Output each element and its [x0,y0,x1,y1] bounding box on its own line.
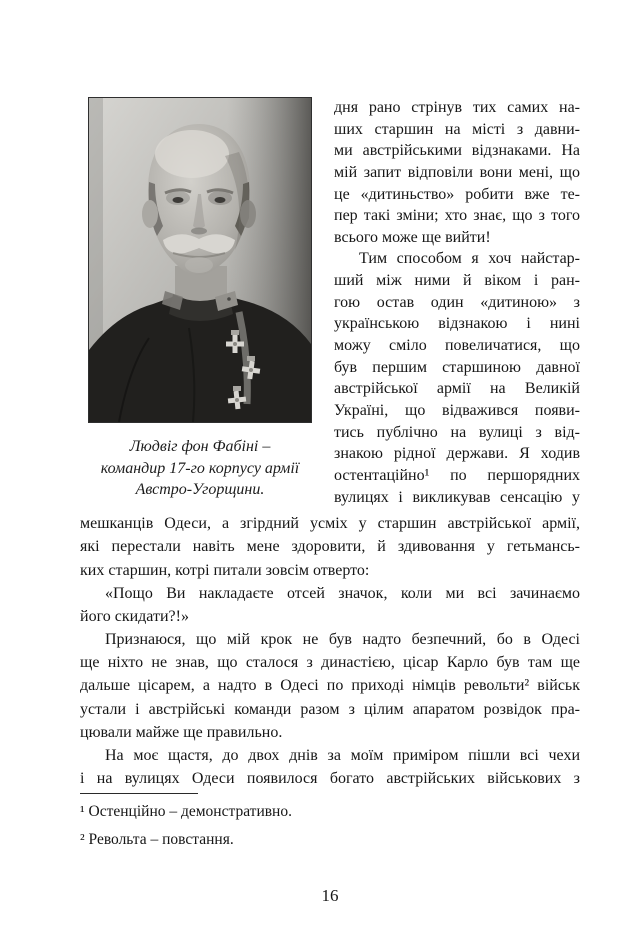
text-line: всього може ще вийти! [334,228,491,246]
portrait-photo-graphic [89,98,311,422]
text-line: «Пощо Ви накладаєте отсей значок, коли ми всі зачинаємо [105,584,580,602]
text-line: На моє щастя, до двох днів за моїм приміром пішли всі чехи [105,747,580,765]
page-number: 16 [321,886,339,905]
footnote-divider [80,793,198,794]
text-line: дальше цісарем, а надто в Одесі по приході німців револьти² військ [80,677,580,695]
text-line: це «дитиньство» робити вже те- [334,185,580,203]
text-line: ¹ Остенційно – демонстративно. [80,803,292,821]
text-line: вулицях і викликував сенсацію у [334,488,580,506]
text-line: знакою рідної держави. Я ходив [334,445,580,463]
text-line: Признаюся, що мій крок не був надто безпечний, бо в Одесі [105,631,580,649]
photo-caption [88,436,312,501]
text-line: Австро-Угорщини. [135,481,265,498]
text-line: мій запит відповіли вони мені, що [334,163,580,181]
text-line: українською відзнакою і нині [334,315,580,333]
text-line: гою остав один «дитиною» з [334,293,580,311]
text-line: Людвіг фон Фабіні – [129,438,271,455]
text-line: цювали майже ще правильно. [80,723,283,741]
text-line: і на вулицях Одеси появилося богато австрійських військових з [80,770,580,788]
text-line: остентаційно¹ по першорядних [334,466,580,484]
text-line: ший між ними й віком і ран- [334,272,580,290]
text-line: командир 17-го корпусу армії [100,459,300,477]
text-line: був першим старшиною давної [334,358,580,376]
text-line: ми австрійськими відзнаками. На [334,142,580,160]
portrait-figure [88,97,312,501]
text-line: ших старшин на місті з давни- [334,120,580,138]
text-line: можу сміло повеличатися, що [334,337,580,355]
text-line: австрійської армії на Великій [334,380,580,398]
portrait-photo [88,97,312,423]
text-line: ² Револьта – повстання. [80,831,234,849]
text-line: Тим способом я хоч найстар- [359,250,580,268]
text-line: його скидати?!» [80,607,189,625]
text-line: Україні, що відважився появи- [334,401,580,419]
page-content [80,97,580,854]
text-line: ще ніхто не знав, що сталося з династією, цісар Карло був там ще [80,654,580,672]
text-line: устали і австрійські команди разом з цілим апаратом розвідок пра- [80,700,580,718]
footnotes [80,798,580,853]
text-line: тись публічно на вулиці з від- [334,423,580,441]
body-text [80,512,580,790]
text-line: мешканців Одеси, а згірдний усміх у старшин австрійської армії, [80,515,580,533]
text-line: дня рано стрінув тих самих на- [334,99,580,116]
text-line: пер такі зміни; хто знає, що з того [334,207,580,225]
text-line: ких старшин, котрі питали зовсім отверто: [80,561,370,579]
text-line: які перестали навіть мене здоровити, й здивовання у гетьмансь- [80,538,580,556]
